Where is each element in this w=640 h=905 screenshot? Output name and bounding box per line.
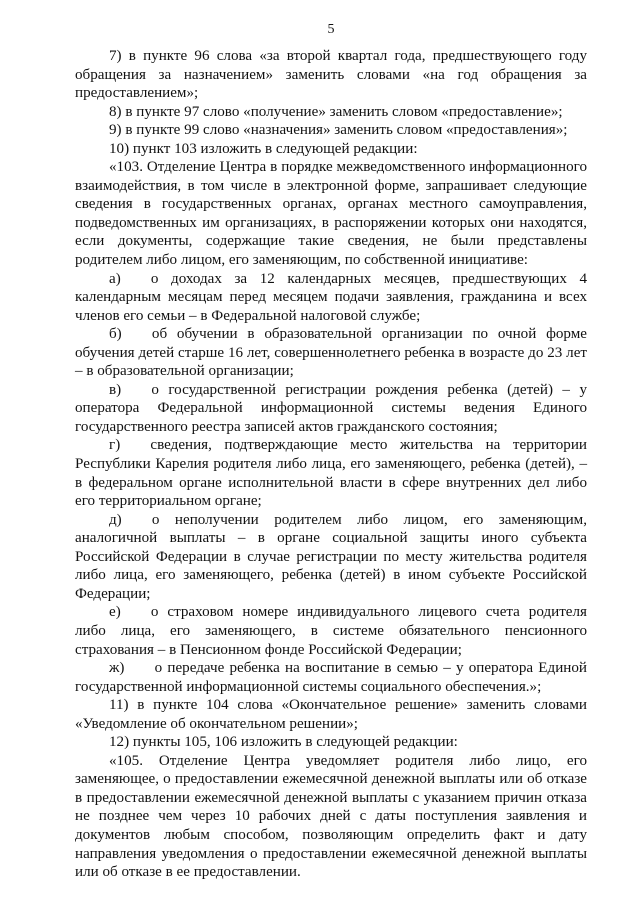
paragraph-item-9: 9) в пункте 99 слово «назначения» заменить словом «предоставления»;: [109, 122, 568, 139]
subitem-e: е) о страховом номере индивидуального лицевого счета родителя либо лица, его заменяющего, в системе обязательного пенсионного страхования – в Пенсионном фонде Российской Федерации;: [75, 604, 587, 658]
subitem-a: а) о доходах за 12 календарных месяцев, предшествующих 4 календарным месяцам перед месяцем подачи заявления, гражданина и всех членов его семьи – в Федеральной налоговой службе;: [75, 270, 587, 324]
paragraph-item-11: 11) в пункте 104 слова «Окончательное решение» заменить словами «Уведомление об окончательном решении»;: [75, 697, 587, 732]
document-page: [75, 22, 587, 882]
paragraph-item-8: 8) в пункте 97 слово «получение» заменить словом «предоставление»;: [109, 103, 563, 120]
subitem-d: д) о неполучении родителем либо лицом, его заменяющим, аналогичной выплаты – в органе социальной защиты иного субъекта Российской Федерации в случае регистрации по месту жительства родителя либо лица, его заменяющего, ребенка (детей) в ином субъекте Российской Федерации;: [75, 511, 587, 602]
paragraph-item-7: 7) в пункте 96 слова «за второй квартал года, предшествующего году обращения за назначением» заменить словами «на год обращения за предоставлением»;: [75, 48, 587, 102]
subitem-b: б) об обучении в образовательной организации по очной форме обучения детей старше 16 лет, совершеннолетнего ребенка в возрасте до 23 лет – в образовательной организации;: [75, 326, 587, 380]
subitem-g: г) сведения, подтверждающие место жительства на территории Республики Карелия родителя либо лица, его заменяющего, ребенка (детей), – в федеральном органе исполнительной власти в сфере внутренних дел либо его территориальном органе;: [75, 437, 587, 510]
subitem-zh: ж) о передаче ребенка на воспитание в семью – у оператора Единой государственной информационной системы социального обеспечения.»;: [75, 660, 587, 695]
paragraph-point-103: «103. Отделение Центра в порядке межведомственного информационного взаимодействия, в том числе в электронной форме, запрашивает следующие сведения в государственных органах, органах местного самоуправления, подведомственных им организациях, в распоряжении которых они находятся, если документы, содержащие такие сведения, не были представлены родителем либо лицом, его заменяющим, по собственной инициативе:: [75, 159, 587, 269]
subitem-v: в) о государственной регистрации рождения ребенка (детей) – у оператора Федеральной информационной системы ведения Единого государственного реестра записей актов гражданского состояния;: [75, 381, 587, 435]
paragraph-item-10: 10) пункт 103 изложить в следующей редакции:: [109, 140, 418, 157]
paragraph-item-12: 12) пункты 105, 106 изложить в следующей редакции:: [109, 734, 458, 751]
paragraph-point-105: «105. Отделение Центра уведомляет родителя либо лицо, его заменяющее, о предоставлении ежемесячной денежной выплаты или об отказе в предоставлении ежемесячной денежной выплаты с указанием причин отказа не позднее чем через 10 рабочих дней с даты поступления заявления и документов любым способом, позволяющим определить факт и дату направления уведомления о предоставлении ежемесячной денежной выплаты или об отказе в ее предоставлении.: [75, 752, 587, 881]
page-number: 5: [327, 22, 335, 37]
